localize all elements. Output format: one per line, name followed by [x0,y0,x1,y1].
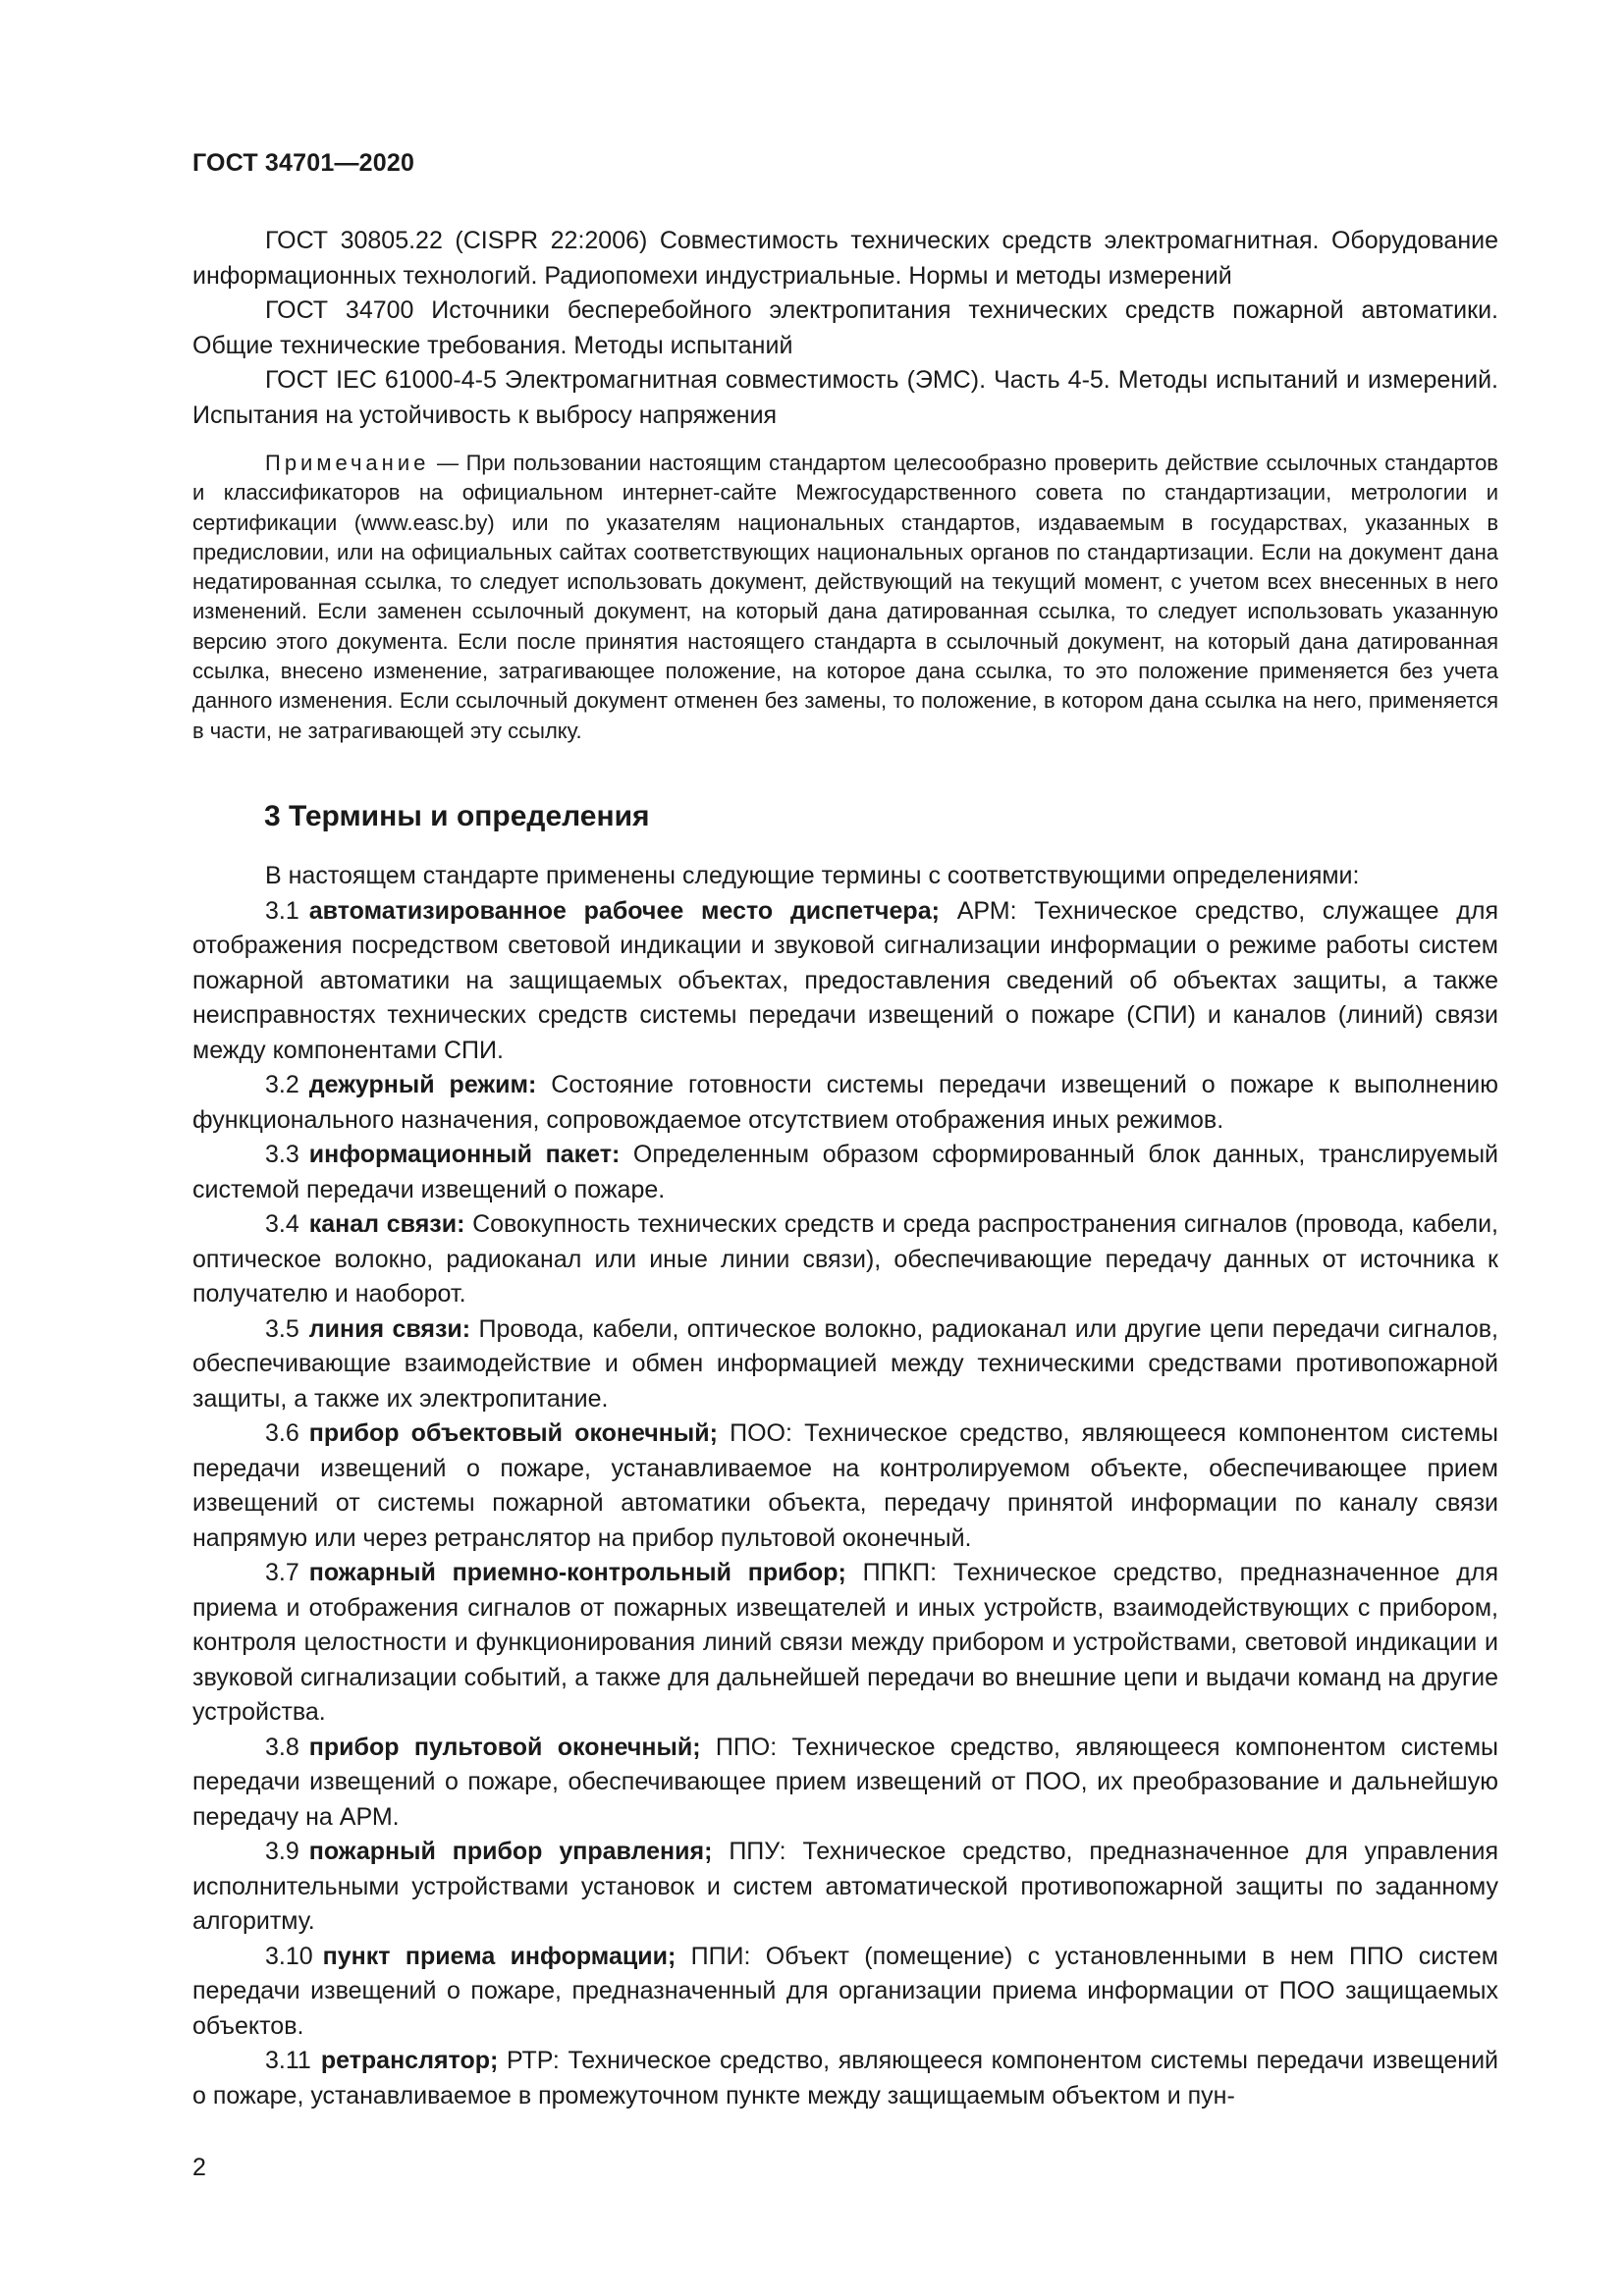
page-number: 2 [192,2154,206,2181]
term-number: 3.9 [265,1838,299,1866]
term-entry [192,1556,1498,1731]
note-label: Примечание [265,451,430,475]
reference-item: ГОСТ 30805.22 (CISPR 22:2006) Совместимость технических средств электромагнитная. Оборудование информационных технологий. Радиопомехи индустриальные. Нормы и методы измерений [192,227,1498,290]
term-entry [192,2044,1498,2113]
term-name: дежурный режим: [308,1071,537,1099]
term-definition: Состояние готовности системы передачи извещений о пожаре к выполнению функционального назначения, сопровождаемое отсутствием отображения иных режимов. [192,1071,1498,1134]
term-number: 3.7 [265,1559,299,1587]
term-entry [192,1940,1498,2045]
term-definition: РТР: Техническое средство, являющееся компонентом системы передачи извещений о пожаре, устанавливаемое в промежуточном пункте между защищаемым объектом и пун- [192,2047,1498,2109]
term-entry [192,1207,1498,1312]
term-name: пожарный приемно-контрольный прибор; [308,1559,846,1587]
term-name: канал связи: [308,1210,465,1239]
term-definition: ПОО: Техническое средство, являющееся компонентом системы передачи извещений о пожаре, устанавливаемое на контролируемом объекте, обеспечивающее прием извещений от системы пожарной автоматики объекта, передачу принятой информации по каналу связи напрямую или через ретранслятор на прибор пультовой оконечный. [192,1419,1498,1552]
reference-item: ГОСТ 34700 Источники бесперебойного электропитания технических средств пожарной автоматики. Общие технические требования. Методы испытаний [192,296,1498,359]
term-entry [192,1068,1498,1138]
term-number: 3.2 [265,1071,299,1099]
term-definition: АРМ: Техническое средство, служащее для отображения посредством световой индикации и звуковой сигнализации информации о режиме работы систем пожарной автоматики на защищаемых объектах, предоставления сведений об объектах защиты, а также неисправностях технических средств системы передачи извещений о пожаре (СПИ) и каналов (линий) связи между компонентами СПИ. [192,896,1498,1064]
section-title: 3 Термины и определения [264,799,650,832]
term-number: 3.3 [265,1141,299,1169]
term-definition: ППУ: Техническое средство, предназначенное для управления исполнительными устройствами установок и систем автоматической противопожарной защиты по заданному алгоритму. [192,1838,1498,1936]
term-definition: Совокупность технических средств и среда распространения сигналов (провода, кабели, оптическое волокно, радиоканал или иные линии связи), обеспечивающие передачу данных от источника к получателю и наоборот. [192,1210,1498,1308]
section-intro: В настоящем стандарте применены следующие термины с соответствующими определениями: [265,862,1360,890]
term-definition: Определенным образом сформированный блок данных, транслируемый системой передачи извещений о пожаре. [192,1141,1499,1203]
term-definition: ППИ: Объект (помещение) с установленными в нем ППО систем передачи извещений о пожаре, предназначенный для организации приема информации от ПОО защищаемых объектов. [192,1942,1498,2040]
term-definition: Провода, кабели, оптическое волокно, радиоканал или другие цепи передачи сигналов, обеспечивающие взаимодействие и обмен информацией между техническими средствами противопожарной защиты, а также их электропитание. [192,1314,1499,1413]
note-text: — При пользовании настоящим стандартом целесообразно проверить действие ссылочных стандартов и классификаторов на официальном интернет-сайте Межгосударственного совета по стандартизации, метрологии и сертификации (www.easc.by) или по указателям национальных стандартов, издаваемым в государствах, указанных в предисловии, или на официальных сайтах соответствующих национальных органов по стандартизации. Если на документ дана недатированная ссылка, то следует использовать документ, действующий на текущий момент, с учетом всех внесенных в него изменений. Если заменен ссылочный документ, на который дана датированная ссылка, то следует использовать указанную версию этого документа. Если после принятия настоящего стандарта в ссылочный документ, на который дана датированная ссылка, внесено изменение, затрагивающее положение, на которое дана ссылка, то это положение применяется без учета данного изменения. Если ссылочный документ отменен без замены, то положение, в котором дана ссылка на него, применяется в части, не затрагивающей эту ссылку. [192,451,1498,743]
term-number: 3.6 [265,1419,299,1448]
term-name: прибор пультовой оконечный; [308,1733,701,1761]
term-name: линия связи: [308,1314,471,1343]
term-number: 3.10 [265,1942,313,1970]
term-name: ретранслятор; [320,2047,499,2075]
term-definition: ППКП: Техническое средство, предназначенное для приема и отображения сигналов от пожарных извещателей и иных устройств, взаимодействующих с прибором, контроля целостности и функционирования линий связи между прибором и устройствами, световой индикации и звуковой сигнализации событий, а также для дальнейшей передачи во внешние цепи и выдачи команд на другие устройства. [192,1559,1499,1727]
term-entry [192,1731,1498,1836]
note-block [192,449,1498,746]
term-number: 3.4 [265,1210,299,1239]
term-name: пункт приема информации; [322,1942,677,1970]
term-number: 3.8 [265,1733,299,1761]
term-entry [192,894,1498,1069]
term-entry [192,1138,1498,1207]
term-number: 3.11 [265,2047,311,2075]
document-header: ГОСТ 34701—2020 [192,149,415,177]
term-name: автоматизированное рабочее место диспетчера; [308,896,940,925]
term-entry [192,1835,1498,1940]
term-name: пожарный прибор управления; [308,1838,713,1866]
page-content [192,224,1498,2113]
term-number: 3.1 [265,896,299,925]
term-number: 3.5 [265,1314,299,1343]
reference-item: ГОСТ IEC 61000-4-5 Электромагнитная совместимость (ЭМС). Часть 4-5. Методы испытаний и измерений. Испытания на устойчивость к выбросу напряжения [192,366,1498,429]
term-name: информационный пакет: [308,1141,621,1169]
term-entry [192,1416,1498,1556]
term-entry [192,1312,1498,1417]
term-definition: ППО: Техническое средство, являющееся компонентом системы передачи извещений о пожаре, обеспечивающее прием извещений от ПОО, их преобразование и дальнейшую передачу на АРМ. [192,1733,1498,1831]
term-name: прибор объектовый оконечный; [308,1419,718,1448]
